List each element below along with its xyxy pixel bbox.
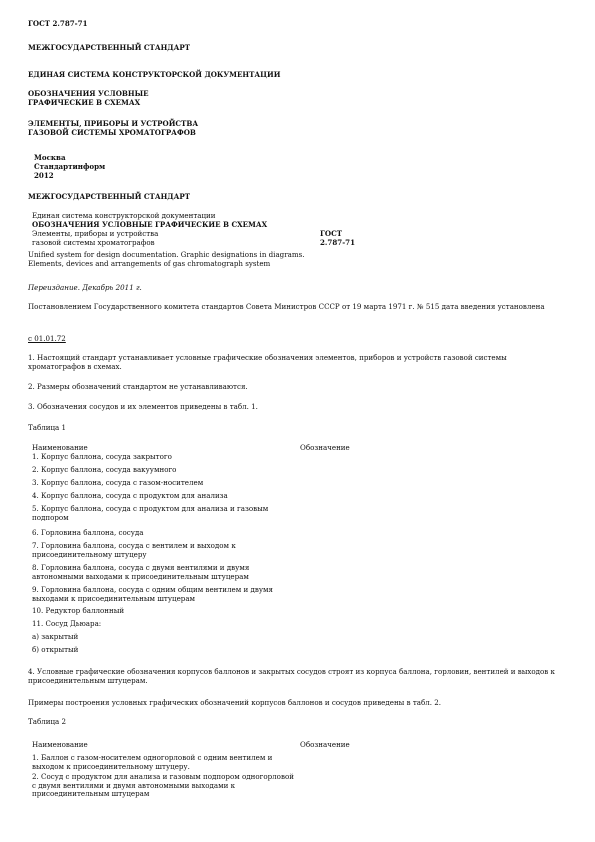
table1-row: 11. Сосуд Дьюара: — [32, 619, 102, 628]
table1-row: 5. Корпус баллона, сосуда с продуктом для анализа и газовым подпором — [32, 504, 269, 522]
table2-row: 1. Баллон с газом-носителем одногорловой с одним вентилем и выходом к присоединительному штуцеру. — [32, 753, 273, 771]
table1-row: а) закрытый — [32, 632, 79, 641]
introduction-date: с 01.01.72 — [28, 334, 66, 343]
table1-row: б) открытый — [32, 645, 79, 654]
title-block-line4: газовой системы хроматографов — [32, 238, 155, 247]
paragraph-5: Примеры построения условных графических обозначений корпусов баллонов и сосудов приведены в табл. 2. — [28, 698, 442, 707]
publication-city: Москва — [34, 153, 66, 162]
table1-col-designation: Обозначение — [300, 443, 350, 452]
decree-paragraph: Постановлением Государственного комитета стандартов Совета Министров СССР от 19 марта 1971 г. № 515 дата введения установлена — [28, 302, 545, 311]
subject-title-line1: ЭЛЕМЕНТЫ, ПРИБОРЫ И УСТРОЙСТВА — [28, 119, 199, 128]
table1-row: 2. Корпус баллона, сосуда вакуумного — [32, 465, 177, 474]
system-title: ЕДИНАЯ СИСТЕМА КОНСТРУКТОРСКОЙ ДОКУМЕНТАЦИИ — [28, 70, 281, 79]
publisher: Стандартинформ — [34, 162, 106, 171]
table1-row: 4. Корпус баллона, сосуда с продуктом для анализа — [32, 491, 228, 500]
table1-col-name: Наименование — [32, 443, 88, 452]
doc-code: ГОСТ 2.787-71 — [28, 19, 88, 28]
english-title-line1: Unified system for design documentation. Graphic designations in diagrams. — [28, 250, 305, 259]
table1-row: 9. Горловина баллона, сосуда с одним общим вентилем и двумя выходами к присоединительным штуцерам — [32, 585, 274, 603]
subject-title-line2: ГАЗОВОЙ СИСТЕМЫ ХРОМАТОГРАФОВ — [28, 128, 196, 137]
table2-col-designation: Обозначение — [300, 740, 350, 749]
title-block-line2: ОБОЗНАЧЕНИЯ УСЛОВНЫЕ ГРАФИЧЕСКИЕ В СХЕМАХ — [32, 220, 268, 229]
title-block-line1: Единая система конструкторской документации — [32, 211, 216, 220]
table1-row: 6. Горловина баллона, сосуда — [32, 528, 144, 537]
english-title-line2: Elements, devices and arrangements of gas chromatograph system — [28, 259, 271, 268]
table1-row: 7. Горловина баллона, сосуда с вентилем и выходом к присоединительному штуцеру — [32, 541, 236, 559]
table2-caption: Таблица 2 — [28, 717, 67, 726]
interstate-standard-heading: МЕЖГОСУДАРСТВЕННЫЙ СТАНДАРТ — [28, 43, 190, 52]
table2-row: 2. Сосуд с продуктом для анализа и газовым подпором одногорловой с двумя вентилями и двумя автономными выходами к присоединительным штуцерам — [32, 772, 294, 799]
paragraph-4: 4. Условные графические обозначения корпусов баллонов и закрытых сосудов строят из корпуса баллона, горловин, вентилей и выходов к присоединительным штуцерам. — [28, 667, 555, 685]
gost-number: 2.787-71 — [320, 238, 356, 247]
designation-title-line2: ГРАФИЧЕСКИЕ В СХЕМАХ — [28, 98, 141, 107]
table1-caption: Таблица 1 — [28, 423, 67, 432]
paragraph-2: 2. Размеры обозначений стандартом не устанавливаются. — [28, 382, 248, 391]
paragraph-3: 3. Обозначения сосудов и их элементов приведены в табл. 1. — [28, 402, 258, 411]
publication-year: 2012 — [34, 171, 54, 180]
table2-col-name: Наименование — [32, 740, 88, 749]
table1-row: 8. Горловина баллона, сосуда с двумя вентилями и двумя автономными выходами к присоединительным штуцерам — [32, 563, 250, 581]
reissue-note: Переиздание. Декабрь 2011 г. — [28, 283, 142, 292]
table1-row: 1. Корпус баллона, сосуда закрытого — [32, 452, 172, 461]
gost-label: ГОСТ — [320, 229, 343, 238]
interstate-standard-heading-2: МЕЖГОСУДАРСТВЕННЫЙ СТАНДАРТ — [28, 192, 190, 201]
table1-row: 10. Редуктор баллонный — [32, 606, 125, 615]
table1-row: 3. Корпус баллона, сосуда с газом-носителем — [32, 478, 204, 487]
paragraph-1: 1. Настоящий стандарт устанавливает условные графические обозначения элементов, приборов и устройств газовой системы хроматографов в схемах. — [28, 353, 507, 371]
title-block-line3: Элементы, приборы и устройства — [32, 229, 159, 238]
designation-title-line1: ОБОЗНАЧЕНИЯ УСЛОВНЫЕ — [28, 89, 149, 98]
